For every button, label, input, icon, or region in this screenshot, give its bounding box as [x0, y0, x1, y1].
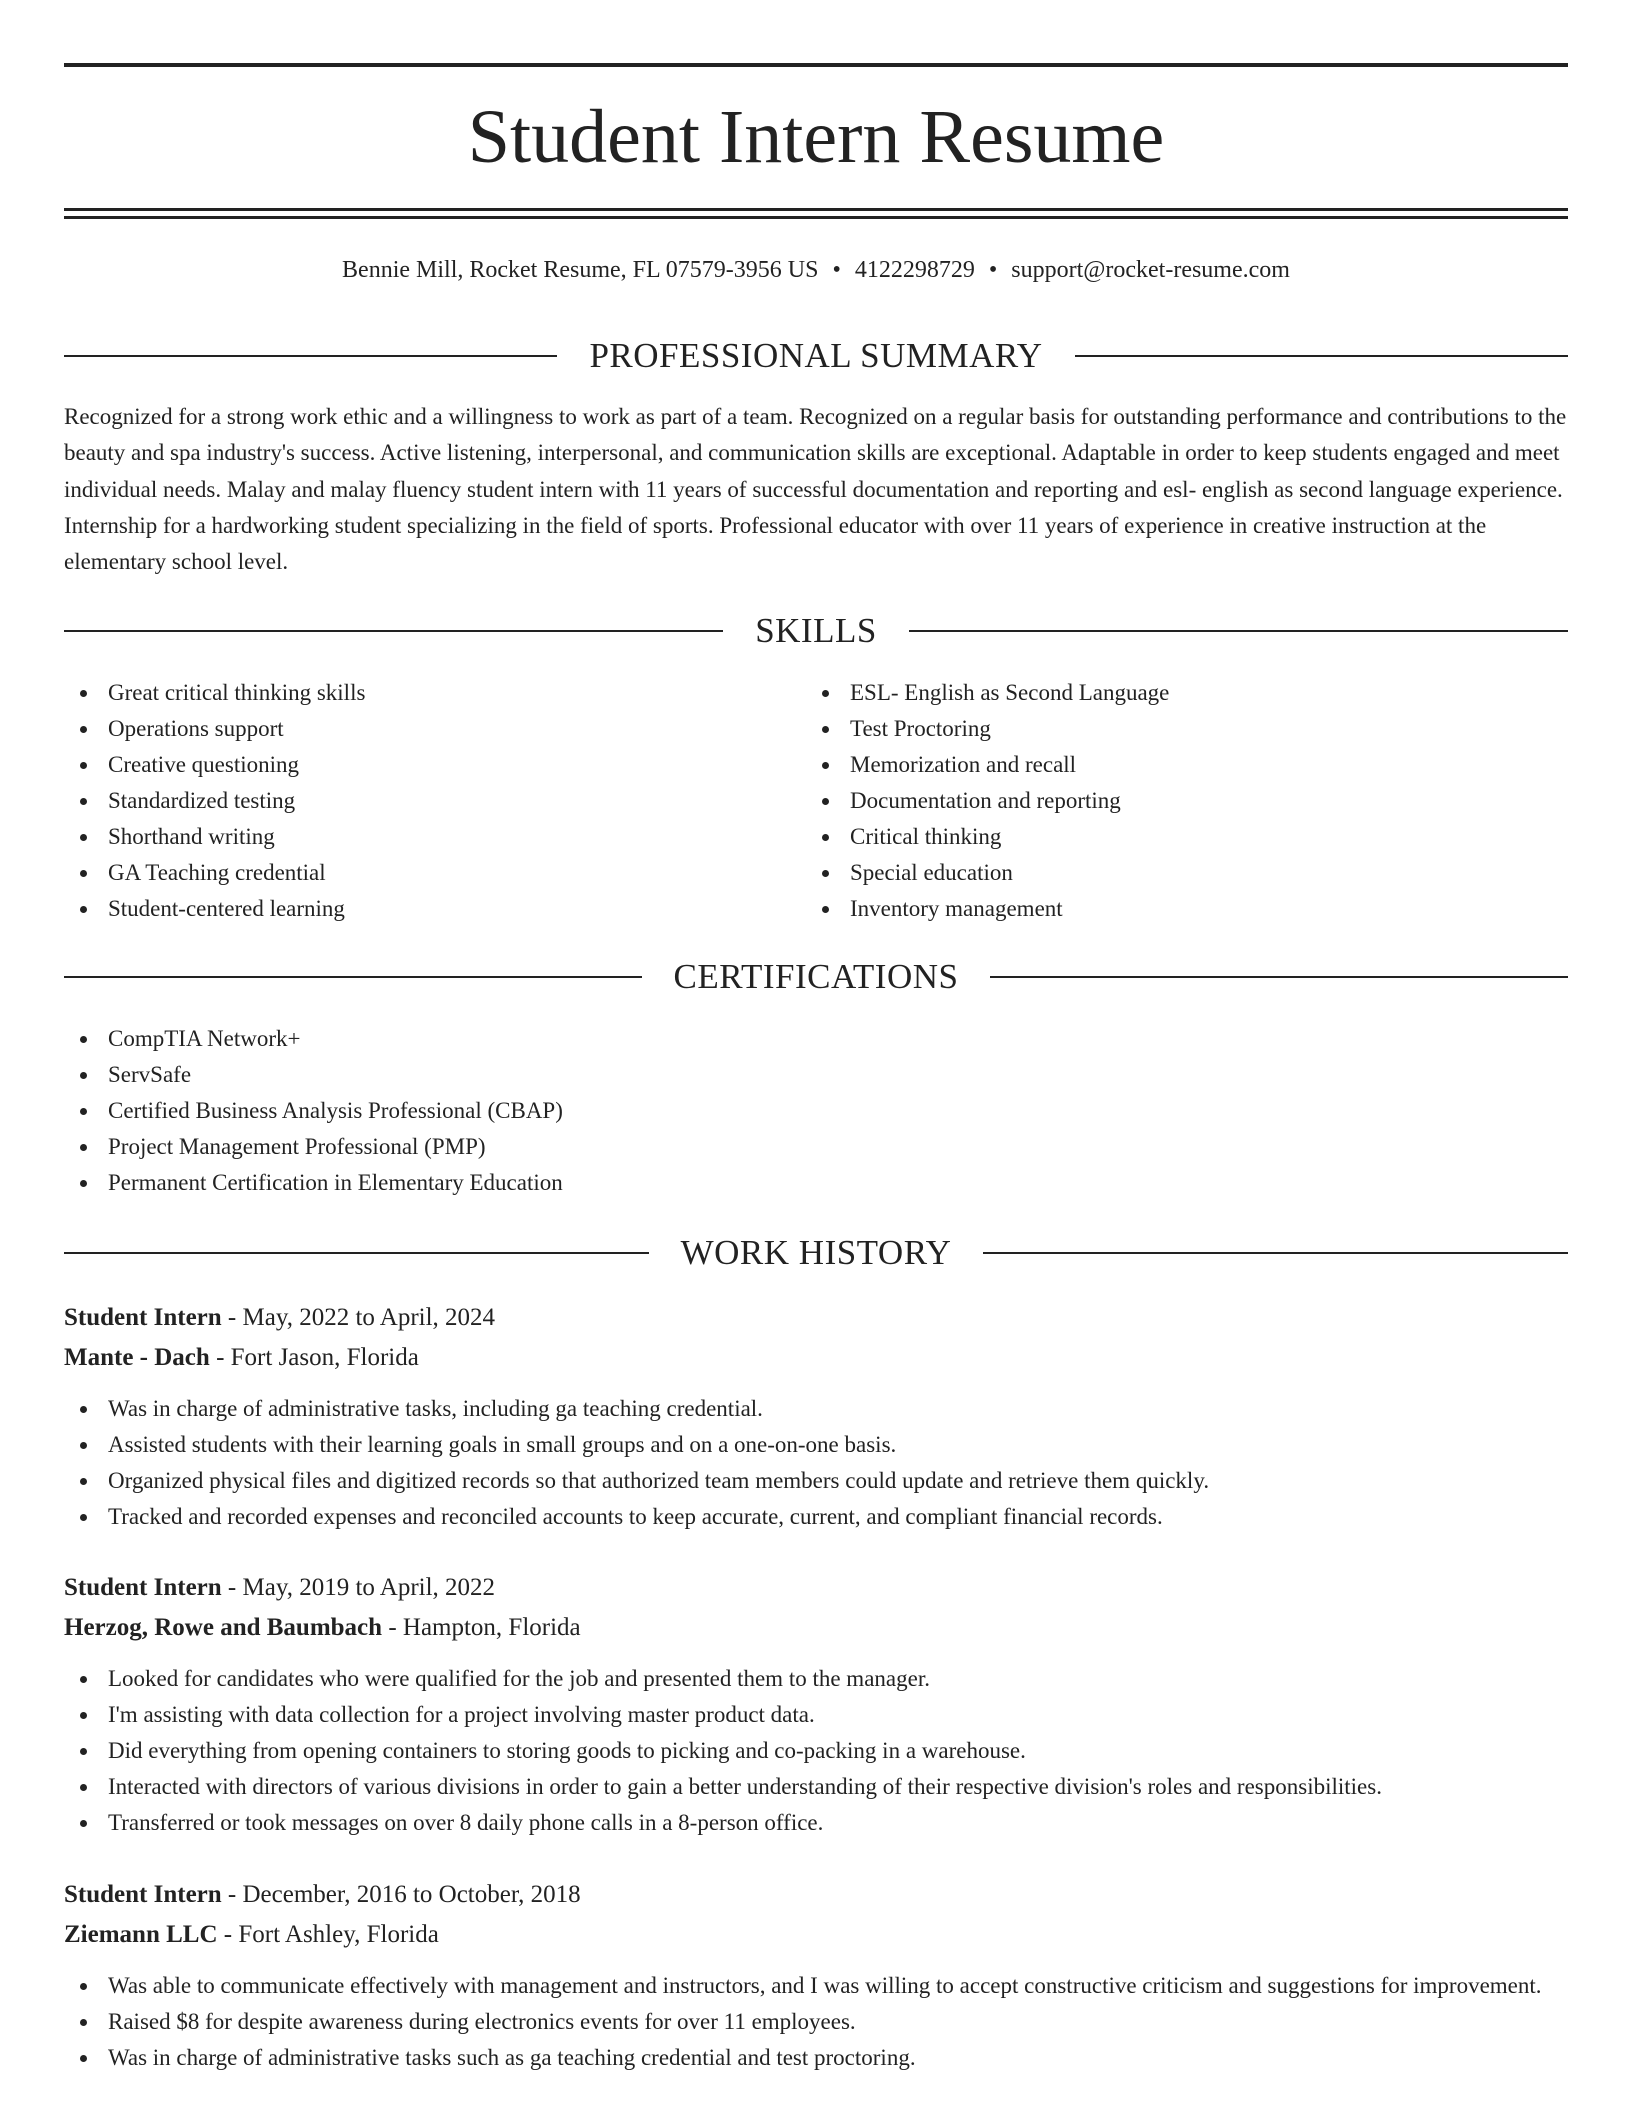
section-title: WORK HISTORY — [680, 1233, 952, 1272]
contact-email: support@rocket-resume.com — [1011, 257, 1290, 283]
title-rule-upper — [64, 208, 1568, 211]
skill-item: Documentation and reporting — [806, 783, 1546, 819]
contact-line — [64, 254, 1568, 286]
skills-list-left — [64, 675, 804, 927]
certifications-list — [64, 1021, 1568, 1201]
job-company-line: Mante - Dach - Fort Jason, Florida — [64, 1344, 419, 1371]
job-bullet: Did everything from opening containers to storing goods to picking and co-packing in a warehouse. — [64, 1733, 1568, 1769]
heading-rule — [1075, 355, 1568, 357]
skill-item: GA Teaching credential — [64, 855, 804, 891]
skill-item: ESL- English as Second Language — [806, 675, 1546, 711]
heading-rule — [983, 1252, 1568, 1254]
job-bullet: Raised $8 for despite awareness during electronics events for over 11 employees. — [64, 2004, 1568, 2040]
job-bullet: Was in charge of administrative tasks such as ga teaching credential and test proctoring. — [64, 2040, 1568, 2076]
job-bullet: Was in charge of administrative tasks, including ga teaching credential. — [64, 1391, 1568, 1427]
job-location: Fort Ashley, Florida — [238, 1921, 439, 1948]
contact-separator: • — [832, 257, 841, 283]
job-location: Fort Jason, Florida — [230, 1344, 419, 1371]
job-bullet: Was able to communicate effectively with management and instructors, and I was willing to accept constructive criticism and suggestions for improvement. — [64, 1968, 1568, 2004]
certification-item: CompTIA Network+ — [64, 1021, 1568, 1057]
certification-item: Permanent Certification in Elementary Education — [64, 1165, 1568, 1201]
contact-address: Bennie Mill, Rocket Resume, FL 07579-3956 US — [342, 257, 819, 283]
heading-rule — [64, 976, 642, 978]
section-title: PROFESSIONAL SUMMARY — [589, 336, 1043, 375]
job-bullet: Transferred or took messages on over 8 daily phone calls in a 8-person office. — [64, 1805, 1568, 1841]
heading-rule — [909, 630, 1568, 632]
section-title: SKILLS — [755, 611, 877, 650]
job-location: Hampton, Florida — [402, 1614, 581, 1641]
skill-item: Special education — [806, 855, 1546, 891]
section-title: CERTIFICATIONS — [673, 957, 959, 996]
heading-rule — [64, 1252, 649, 1254]
job-bullet: Tracked and recorded expenses and reconciled accounts to keep accurate, current, and compliant financial records. — [64, 1499, 1568, 1535]
job-title: Student Intern — [64, 1881, 222, 1908]
contact-phone: 4122298729 — [854, 257, 975, 283]
job-bullet: Assisted students with their learning goals in small groups and on a one-on-one basis. — [64, 1427, 1568, 1463]
job-title-line: Student Intern - May, 2022 to April, 2024 — [64, 1304, 496, 1331]
job-dates: December, 2016 to October, 2018 — [242, 1881, 581, 1908]
heading-rule — [64, 355, 557, 357]
skill-item: Test Proctoring — [806, 711, 1546, 747]
job-company: Mante - Dach — [64, 1344, 210, 1371]
section-heading-summary — [64, 334, 1568, 378]
skill-item: Shorthand writing — [64, 819, 804, 855]
section-heading-work-history — [64, 1231, 1568, 1275]
certification-item: ServSafe — [64, 1057, 1568, 1093]
skill-item: Memorization and recall — [806, 747, 1546, 783]
job-company-line: Herzog, Rowe and Baumbach - Hampton, Florida — [64, 1614, 581, 1641]
skill-item: Standardized testing — [64, 783, 804, 819]
job-bullet: Looked for candidates who were qualified for the job and presented them to the manager. — [64, 1661, 1568, 1697]
job-bullet: I'm assisting with data collection for a project involving master product data. — [64, 1697, 1568, 1733]
job-bullet: Interacted with directors of various divisions in order to gain a better understanding of their respective division's roles and responsibilities. — [64, 1769, 1568, 1805]
skill-item: Great critical thinking skills — [64, 675, 804, 711]
heading-rule — [64, 630, 723, 632]
skill-item: Inventory management — [806, 891, 1546, 927]
job-company: Ziemann LLC — [64, 1921, 218, 1948]
section-heading-skills — [64, 609, 1568, 653]
heading-rule — [990, 976, 1568, 978]
certification-item: Project Management Professional (PMP) — [64, 1129, 1568, 1165]
job-title-line: Student Intern - December, 2016 to October, 2018 — [64, 1881, 581, 1908]
job-title: Student Intern — [64, 1304, 222, 1331]
contact-separator: • — [988, 257, 998, 283]
job-bullets — [64, 1391, 1568, 1535]
skills-list-right — [806, 675, 1546, 927]
job-bullets — [64, 1661, 1568, 1841]
certification-item: Certified Business Analysis Professional (CBAP) — [64, 1093, 1568, 1129]
skill-item: Creative questioning — [64, 747, 804, 783]
top-rule — [64, 63, 1568, 67]
section-heading-certifications — [64, 955, 1568, 999]
job-title-line: Student Intern - May, 2019 to April, 2022 — [64, 1574, 496, 1601]
skill-item: Critical thinking — [806, 819, 1546, 855]
skill-item: Student-centered learning — [64, 891, 804, 927]
job-dates: May, 2019 to April, 2022 — [242, 1574, 496, 1601]
job-bullets — [64, 1968, 1568, 2076]
job-title: Student Intern — [64, 1574, 222, 1601]
job-dates: May, 2022 to April, 2024 — [242, 1304, 496, 1331]
job-bullet: Organized physical files and digitized records so that authorized team members could update and retrieve them quickly. — [64, 1463, 1568, 1499]
job-company-line: Ziemann LLC - Fort Ashley, Florida — [64, 1921, 439, 1948]
summary-text: Recognized for a strong work ethic and a willingness to work as part of a team. Recognized on a regular basis for outstanding performance and contributions to the beauty and spa industry's success. Active listening, interpersonal, and communication skills are exceptional. Adaptable in order to keep students engaged and meet individual needs. Malay and malay fluency student intern with 11 years of successful documentation and reporting and esl- english as second language experience. Internship for a hardworking student specializing in the field of sports. Professional educator with over 11 years of experience in creative instruction at the elementary school level. — [64, 404, 1567, 575]
page-title: Student Intern Resume — [467, 95, 1165, 179]
title-rule-lower — [64, 216, 1568, 219]
job-company: Herzog, Rowe and Baumbach — [64, 1614, 383, 1641]
skill-item: Operations support — [64, 711, 804, 747]
